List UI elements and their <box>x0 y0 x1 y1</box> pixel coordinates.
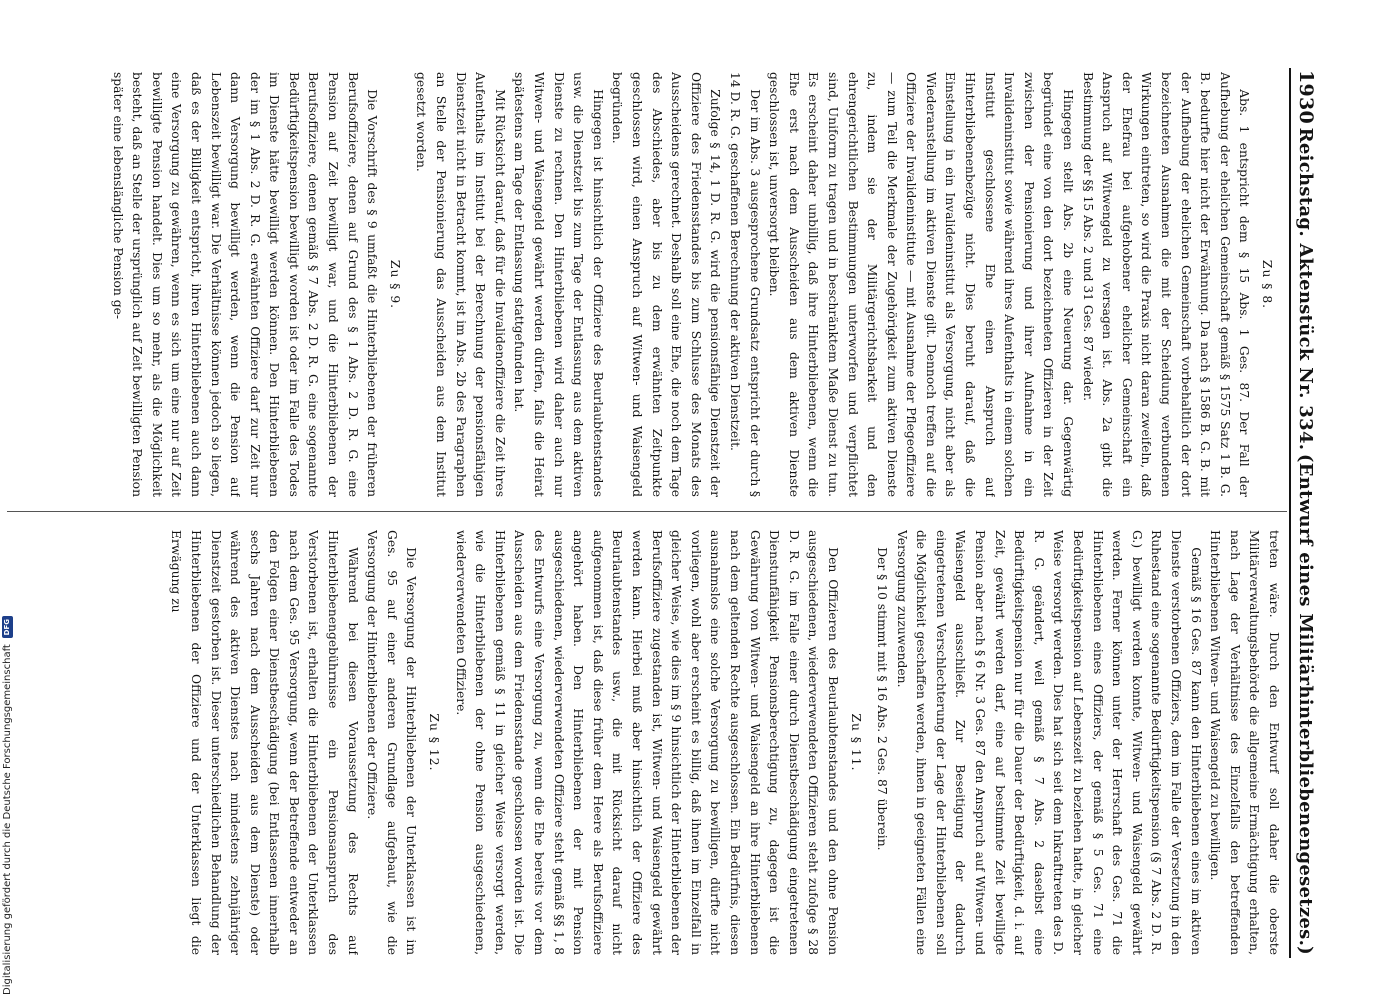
section-heading: Zu § 11. <box>848 713 863 772</box>
paragraph: Den Offizieren des Beurlaubtenstandes und den ohne Pension ausgeschiedenen, wiederverwendeten Offizieren steht zufolge § 28 D. R. G. im Falle einer durch Dienstbeschädigung eingetretenen Dienstunfähigkeit Pensionsberechtigung zu, dagegen ist die Gewährung von Witwen- und Waisengeld an ihre Hinterbliebenen nach dem geltenden Rechte ausgeschlossen. Ein Bedürfnis, diesen ausnahmslos eine solche Versorgung zu bewilligen, dürfte nicht vorliegen, wohl aber erscheint es billig, daß ihnen im Einzelfall in gleicher Weise, wie dies im § 9 hinsichtlich der Hinterbliebenen der Berufsoffiziere zugestanden ist, Witwen- und Waisengeld gewährt werden kann. Hierbei muß aber hinsichtlich der Offiziere des Beurlaubtenstandes usw., die mit Rücksicht darauf nicht aufgenommen ist, daß diese früher dem Heere als Berufsoffiziere angehört haben. Den Hinterbliebenen der mit Pension ausgeschiedenen, wiederverwendeten Offiziere steht gemäß §§ 1, 8 des Entwurfs eine Versorgung zu, wenn die Ehe bereits vor dem Ausscheiden aus dem Friedensstande geschlossen worden ist. Die Hinterbliebenen gemäß § 11 in gleicher Weise versorgt werden, wie die Hinterbliebenen der ohne Pension ausgeschiedenen, wiederverwendeten Offiziere. <box>453 530 840 955</box>
page-header <box>1295 70 1325 955</box>
section-heading: Zu § 9. <box>387 259 402 310</box>
left-text-column <box>8 72 1283 497</box>
header-document-title: (Entwurf eines Militärhinterbliebenengesetzes.) <box>1295 453 1316 955</box>
paragraph: Abs. 1 entspricht dem § 15 Abs. 1 Ges. 87. Der Fall der Aufhebung der ehelichen Gemeinschaft gemäß § 1575 Satz 1 B. G. B. bedurfte hier nicht der Erwähnung. Da nach § 1586 B. G. B. mit der Aufhebung der ehelichen Gemeinschaft vorbehaltlich der dort bezeichneten Ausnahmen die mit der Scheidung verbundenen Wirkungen eintreten, so wird die Praxis nicht daran zweifeln, daß der Ehefrau bei aufgehobener ehelicher Gemeinschaft ein Anspruch auf Witwengeld zu versagen ist. Abs. 2a gibt die Bestimmung der §§ 15 Abs. 2 und 31 Ges. 87 wieder. <box>1080 72 1252 497</box>
dfg-logo: DFG <box>2 616 13 638</box>
right-text-column <box>8 530 1283 955</box>
paragraph: Der im Abs. 3 ausgesprochene Grundsatz entspricht der durch § 14 D. R. G. geschaffenen Berechnung der aktiven Dienstzeit. <box>727 72 762 497</box>
paragraph: Zufolge § 14, 1 D. R. G. wird die pensionsfähige Dienstzeit der Offiziere des Friedensstandes bis zum Schlusse des Monats des Ausscheidens gerechnet. Deshalb soll eine Ehe, die noch dem Tage des Abschiedes, aber bis zu dem erwähnten Zeitpunkte geschlossen wird, einen Anspruch auf Witwen- und Waisengeld begründen. <box>610 72 723 497</box>
paragraph: Die Vorschrift des § 9 umfaßt die Hinterbliebenen der früheren Berufsoffiziere, denen auf Grund des § 1 Abs. 2 D. R. G. eine Pension auf Zeit bewilligt war, und die Hinterbliebenen der Berufsoffiziere, denen gemäß § 7 Abs. 2 D. R. G. eine sogenannte Bedürftigkeitspension bewilligt worden ist oder im Falle des Todes im Dienste hätte bewilligt werden können. Den Hinterbliebenen der im § 1 Abs. 2 D. R. G. erwähnten Offiziere darf zur Zeit nur dann Versorgung bewilligt werden, wenn die Pension auf Lebenszeit bewilligt war. Die Verhältnisse können jedoch so liegen, daß es der Billigkeit entspricht, ihren Hinterbliebenen auch dann eine Versorgung zu gewähren, wenn es sich um eine nur auf Zeit bewilligte Pension handelt. Dies um so mehr, als die Möglichkeit besteht, daß an Stelle der ursprünglich auf Zeit bewilligten Pension später eine lebenslängliche Pension ge- <box>110 72 380 497</box>
digitization-credit <box>2 5 13 995</box>
column-divider <box>7 511 1287 512</box>
header-rule <box>1289 68 1291 958</box>
credit-text: Digitalisierung gefördert durch die Deutsche Forschungsgemeinschaft <box>2 644 13 995</box>
paragraph: Während bei diesen Voraussetzung des Rechts auf Hinterbliebenengebührnisse ein Pensionsanspruch des Verstorbenen ist, erhalten die Hinterbliebenen der Unterklassen nach dem Ges. 95 Versorgung, wenn der Betreffende entweder an den Folgen einer Dienstbeschädigung (bei Entlassenen innerhalb sechs Jahren nach dem Ausscheiden aus dem Dienste) oder während des aktiven Dienstes nach mindestens zehnjähriger Dienstzeit gestorben ist. Dieser unterschiedlichen Behandlung der Hinterbliebenen der Offiziere und der Unterklassen liegt die Erwägung zu <box>169 530 360 955</box>
page-number: 1930 <box>1295 70 1317 125</box>
header-center-title: Reichstag. Aktenstück Nr. 334. <box>1295 127 1316 451</box>
paragraph: Mit Rücksicht darauf, daß für die Invalidenoffiziere die Zeit ihres Aufenthalts im Institut bei der Berechnung der pensionsfähigen Dienstzeit nicht in Betracht kommt, ist im Abs. 2b des Paragraphen an Stelle der Pensionierung das Ausscheiden aus dem Institut gesetzt worden. <box>414 72 507 497</box>
paragraph-continuation: treten wäre. Durch den Entwurf soll daher die oberste Militärverwaltungsbehörde die allgemeine Ermächtigung erhalten, nach Lage der Verhältnisse des Einzelfalls den betreffenden Hinterbliebenen Witwen- und Waisengeld zu bewilligen. <box>1208 530 1281 955</box>
paragraph: Die Versorgung der Hinterbliebenen der Unterklassen ist im Ges. 95 auf einer anderen Grundlage aufgebaut, wie die Versorgung der Hinterbliebenen der Offiziere. <box>365 530 419 955</box>
paragraph: Hingegen stellt Abs. 2b eine Neuerung dar. Gegenwärtig begründet eine von den dort bezeichneten Offizieren in der Zeit zwischen der Pensionierung und ihrer Aufnahme in ein Invalideninstitut sowie während ihres Aufenthalts in einem solchen Institut geschlossene Ehe einen Anspruch auf Hinterbliebenenbezüge nicht. Dies beruht darauf, daß die Einstellung in ein Invalideninstitut als Versorgung, nicht aber als Wiederanstellung im aktiven Dienste gilt. Dennoch treffen auf die Offiziere der Invalideninstitute — mit Ausnahme der Pflegeoffiziere — zum Teil die Merkmale der Zugehörigkeit zum aktiven Dienste zu, indem sie der Militärgerichtsbarkeit und den ehrengerichtlichen Bestimmungen unterworfen und verpflichtet sind, Uniform zu tragen und in beschränktem Maße Dienst zu tun. Es erscheint daher unbillig, daß ihre Hinterbliebenen, wenn die Ehe erst nach dem Ausscheiden aus dem aktiven Dienste geschlossen ist, unversorgt bleiben. <box>767 72 1076 497</box>
section-heading: Zu § 8. <box>1260 259 1274 310</box>
section-heading: Zu § 12. <box>427 713 442 772</box>
paragraph: Hingegen ist hinsichtlich der Offiziere des Beurlaubtenstandes usw. die Dienstzeit bis zum Tage der Entlassung aus dem aktiven Dienste zu rechnen. Den Hinterbliebenen wird daher auch nur Witwen- und Waisengeld gewährt werden dürfen, falls die Heirat spätestens am Tage der Entlassung stattgefunden hat. <box>512 72 605 497</box>
paragraph: Gemäß § 16 Ges. 87 kann den Hinterbliebenen eines im aktiven Dienste verstorbenen Offiziers, dem im Falle der Versetzung in den Ruhestand eine sogenannte Bedürftigkeitspension (§ 7 Abs. 2 D. R. G.) bewilligt werden konnte, Witwen- und Waisengeld gewährt werden. Ferner können unter der Herrschaft des Ges. 71 die Hinterbliebenen eines Offiziers, der gemäß § 5 Ges. 71 eine Bedürftigkeitspension auf Lebenszeit zu beziehen hatte, in gleicher Weise versorgt werden. Dies hat sich seit dem Inkrafttreten des D. R. G. geändert, weil gemäß § 7 Abs. 2 daselbst eine Bedürftigkeitspension nur für die Dauer der Bedürftigkeit, d. i. auf Zeit, gewährt werden darf, eine auf bestimmte Zeit bewilligte Pension aber nach § 6 Nr. 3 Ges. 87 den Anspruch auf Witwen- und Waisengeld ausschließt. Zur Beseitigung der dadurch eingetretenen Verschlechterung der Lage der Hinterbliebenen soll die Möglichkeit geschaffen werden, ihnen in geeigneten Fällen eine Versorgung zuzuwenden. <box>894 530 1203 955</box>
paragraph: Der § 10 stimmt mit § 16 Abs. 2 Ges. 87 überein. <box>875 547 890 851</box>
